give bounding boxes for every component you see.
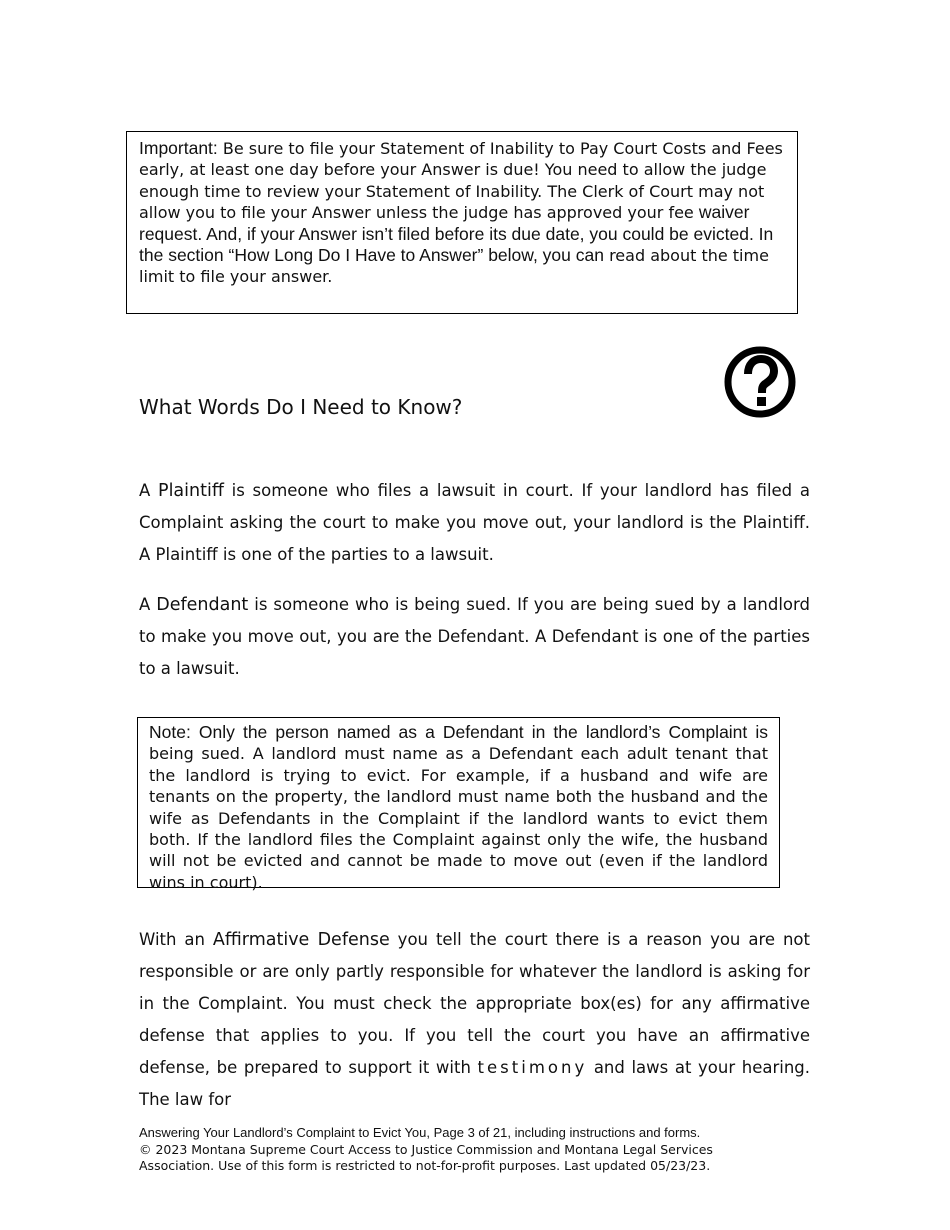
note-box xyxy=(137,717,780,892)
defendant-text: is someone who is being sued. If you are being sued by a landlord to make you move out, you are the Defendant. A Defendant is one of the parties to a lawsuit. xyxy=(139,595,810,678)
important-label: Important: xyxy=(139,138,218,158)
affirmative-pre: With an xyxy=(139,930,213,949)
page-footer xyxy=(139,1125,839,1175)
plaintiff-pre: A xyxy=(139,481,159,500)
question-circle-icon xyxy=(724,346,796,418)
affirmative-text-2: and laws at your hearing. The law for xyxy=(139,1058,811,1109)
footer-line-2: © 2023 Montana Supreme Court Access to Justice Commission and Montana Legal Services xyxy=(139,1141,713,1157)
important-text-b: waiver request. And, if your Answer isn’t filed before its due date, you could be evicted. In the section “How Long Do I Have to Answer” below, you can xyxy=(139,202,774,266)
plaintiff-text: is someone who files a lawsuit in court. If your landlord has filed a Complaint asking the court to make you move out, your landlord is the Plaintiff. A Plaintiff is one of the parties to a lawsuit. xyxy=(139,481,810,564)
defendant-pre: A xyxy=(139,595,157,614)
affirmative-defense-definition xyxy=(139,924,811,1109)
plaintiff-term: Plaintiff xyxy=(158,481,224,501)
important-text-a: Be sure to file your Statement of Inability to Pay Court Costs and Fees early, at least one day before your Answer is due! You need to allow the judge enough time to review your Statement of Inability. The Clerk of Court may not allow you to file your Answer unless the judge has approved your fee xyxy=(139,139,783,223)
defendant-term: Defendant xyxy=(156,595,249,615)
important-notice-box xyxy=(126,131,798,314)
affirmative-text: you tell the court there is a reason you are not responsible or are only partly responsible for whatever the landlord is asking for in the Complaint. You must check the appropriate box(es) for any affirmative defense that applies to you. If you tell the court you have an affirmative defense, be prepared to support it with xyxy=(139,930,810,1077)
defendant-definition xyxy=(139,589,810,685)
note-lead: Note: Only the person named as a Defendant in the landlord’s Complaint is xyxy=(149,722,768,742)
footer-line-3: Association. Use of this form is restricted to not-for-profit purposes. Last updated 05/23/23. xyxy=(139,1158,711,1173)
testimony-term: testimony xyxy=(477,1058,588,1077)
affirmative-term: Affirmative Defense xyxy=(212,930,390,950)
footer-line-1: Answering Your Landlord’s Complaint to Evict You, Page 3 of 21, including instructions and forms. xyxy=(139,1125,701,1140)
note-text: being sued. A landlord must name as a Defendant each adult tenant that the landlord is trying to evict. For example, if a husband and wife are tenants on the property, the landlord must name both the husband and the wife as Defendants in the Complaint if the landlord wants to evict them both. If the landlord files the Complaint against only the wife, the husband will not be evicted and cannot be made to move out (even if the landlord wins in court). xyxy=(149,744,768,892)
section-heading: What Words Do I Need to Know? xyxy=(139,395,463,419)
plaintiff-definition xyxy=(139,475,810,571)
important-text-c: read about the time limit to file your answer. xyxy=(139,246,769,287)
